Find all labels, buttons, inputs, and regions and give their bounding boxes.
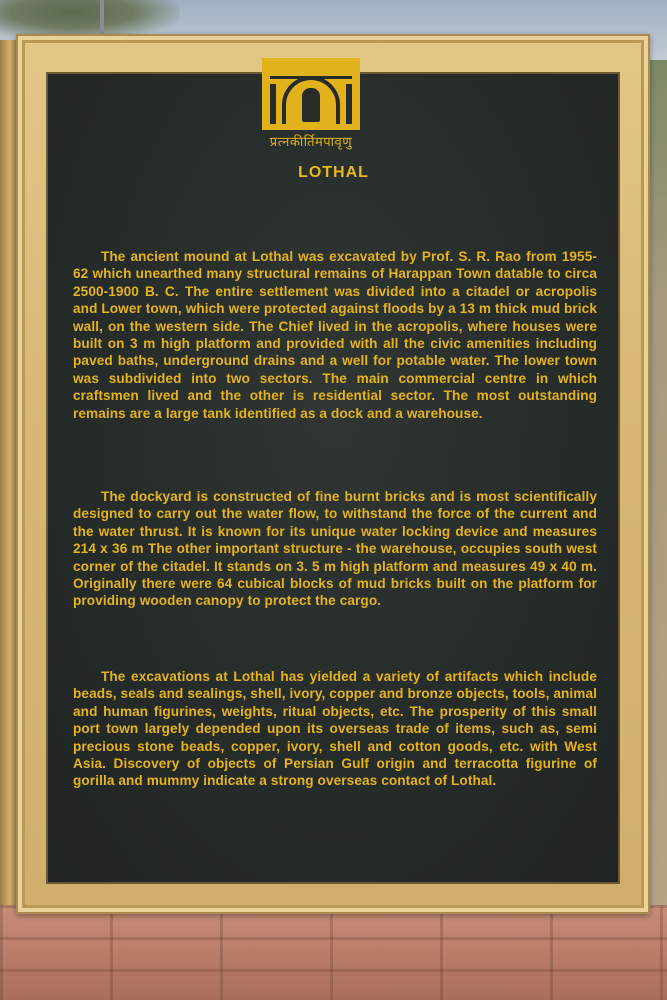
emblem-column-right	[346, 84, 352, 124]
utility-pole	[100, 0, 104, 38]
brick-pedestal	[0, 905, 667, 1000]
lion-capital-icon	[302, 88, 320, 122]
sign-title: LOTHAL	[298, 164, 369, 181]
paragraph-artifacts: The excavations at Lothal has yielded a variety of artifacts which include beads, seals and sealings, shell, ivory, copper and bronze objects, tools, animal and human figurines, weights, ritual objects, etc. The prosperity of this small port town largely depended upon its overseas trade of items, such as, semi precious stone beads, copper, ivory, shell and cotton goods, etc. with West Asia. Discovery of objects of Persian Gulf origin and terracotta figurine of gorilla and mummy indicate a strong overseas contact of Lothal.	[73, 669, 597, 789]
emblem-column-left	[270, 84, 276, 124]
paragraph-history: The ancient mound at Lothal was excavated by Prof. S. R. Rao from 1955-62 which unearthed many structural remains of Harappan Town datable to circa 2500-1900 B. C. The entire settlement was divided into a citadel or acropolis and Lower town, which were protected against floods by a 13 m thick mud brick wall, on the western side. The Chief lived in the acropolis, where houses were built on 3 m high platform and provided with all the civic amenities including paved baths, underground drains and a well for potable water. The lower town was subdivided into two sectors. The main commercial centre in which craftsmen lived and the other is residential sector. The most outstanding remains are a large tank identified as a dock and a warehouse.	[73, 249, 597, 421]
paragraph-dockyard: The dockyard is constructed of fine burnt bricks and is most scientifically designed to carry out the water flow, to withstand the force of the current and the water thrust. It is known for its unique water locking device and measures 214 x 36 m The other important structure - the warehouse, occupies south west corner of the citadel. It stands on 3. 5 m high platform and measures 49 x 40 m. Originally there were 64 cubical blocks of mud bricks built on the platform for providing wooden canopy to protect the cargo.	[73, 489, 597, 609]
emblem-motto: प्रत्नकीर्तिमपावृणु	[269, 134, 353, 149]
asi-emblem-icon	[262, 58, 360, 130]
